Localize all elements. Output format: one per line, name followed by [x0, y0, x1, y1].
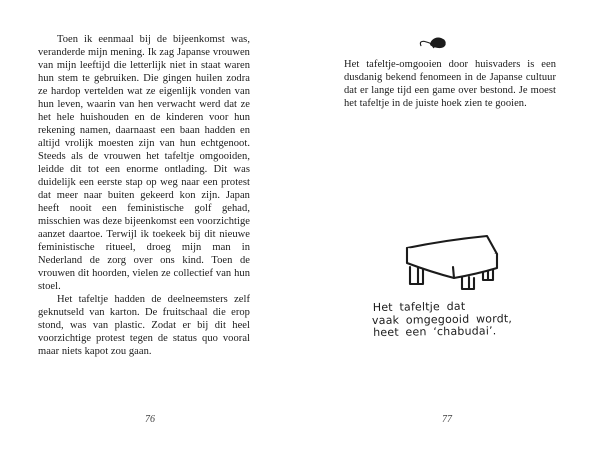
right-paragraph: Het tafeltje-omgooien door huisvaders is een dusdanig bekend fenomeen in de Japanse cultuur dat er lange tijd een game over bestond. Je moest het tafeltje in de juiste hoek zien te gooien.: [344, 59, 556, 109]
caption-line: vaak omgegooid wordt,: [371, 311, 513, 327]
paragraph-2: Het tafeltje hadden de deelneemsters zelf geknutseld van karton. De fruitschaal die erop stond, was van plastic. Zodat er bij dit heel voorzichtige protest tegen de status quo vooral maar niets kapot zou gaan.: [38, 294, 250, 357]
caption-line: Het tafeltje dat: [372, 299, 466, 315]
handwritten-caption: [373, 300, 524, 340]
right-body-text: [344, 58, 556, 110]
page-number-right: 77: [442, 414, 452, 425]
page-number-left: 76: [145, 414, 155, 425]
chabudai-table-drawing: [402, 228, 502, 291]
chabudai-illustration: [371, 228, 513, 340]
ink-blot-icon: [419, 35, 448, 51]
caption-line: heet een ‘chabudai’.: [373, 324, 497, 340]
page-right: [300, 0, 600, 450]
paragraph-1: Toen ik eenmaal bij de bijeenkomst was, veranderde mijn mening. Ik zag Japanse vrouwen van mijn leeftijd die letterlijk niet in staat waren hun stem te gebruiken. Die gingen huilen zodra ze hardop vertelden wat ze eigenlijk vonden van hun leven, waarin van hen verwacht werd dat ze het hele huishouden en de kinderen voor hun rekening namen, daarnaast een baan hadden en altijd vrolijk moesten zijn van hun echtgenoot. Steeds als de vrouwen het tafeltje omgooiden, leidde dit tot een enorme ontlading. Dit was duidelijk een eerste stap op weg naar een protest dat meer naar buiten gekeerd kon zijn. Japan heeft nooit een feministische golf gehad, misschien was deze bijeenkomst een voorzichtige aanzet daartoe. Terwijl ik toekeek bij dit nieuwe feministische ritueel, droeg mijn man in Nederland de zorg over ons kind. Toen de vrouwen dit hoorden, vielen ze collectief van hun stoel.: [38, 34, 250, 292]
left-body-text: [38, 33, 250, 358]
